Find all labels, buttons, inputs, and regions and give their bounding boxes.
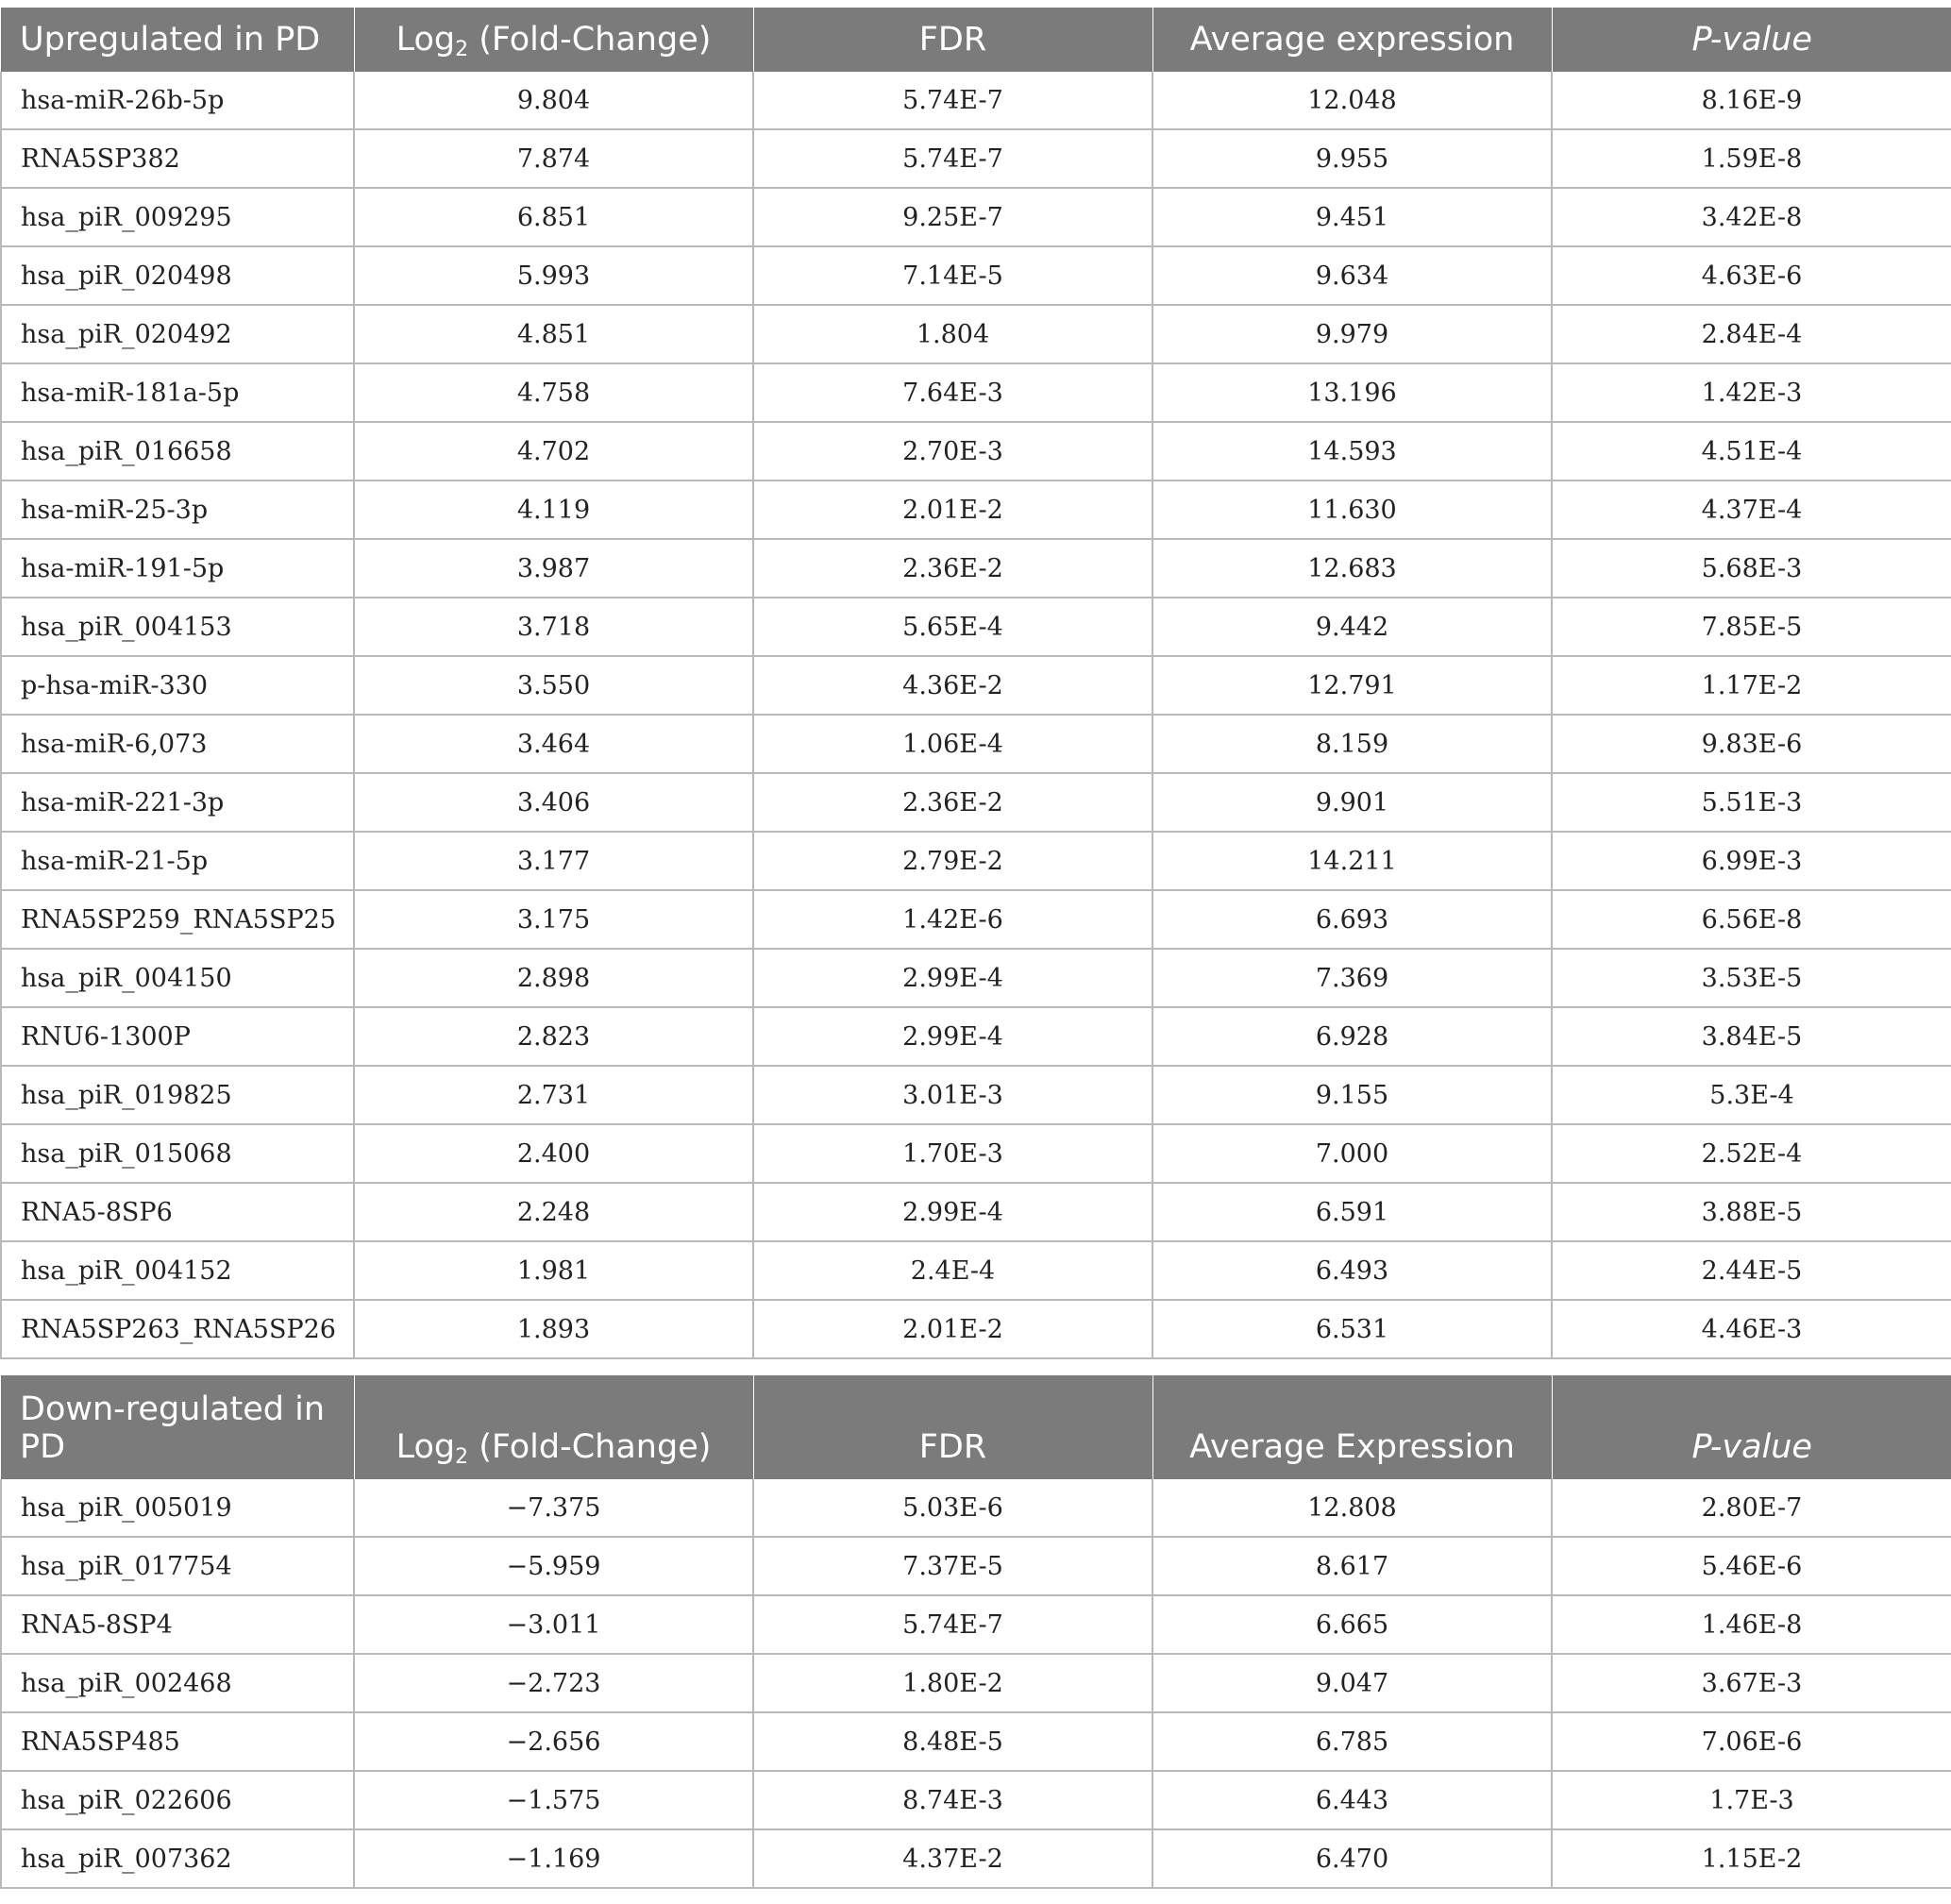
header-log2-prefix: Log [395,1428,456,1466]
table-row [1,1241,1951,1300]
table-row [1,72,1951,129]
cell-log2fc: 9.804 [354,72,753,129]
cell-fdr: 5.74E-7 [753,72,1152,129]
header-log2fc [354,1375,753,1479]
cell-avg: 9.155 [1152,1066,1552,1124]
cell-log2fc: 2.898 [354,949,753,1007]
cell-log2fc: −2.723 [354,1654,753,1712]
cell-pvalue: 5.51E-3 [1552,773,1951,832]
table-row [1,539,1951,598]
cell-pvalue: 5.68E-3 [1552,539,1951,598]
cell-pvalue: 1.46E-8 [1552,1595,1951,1654]
table-row [1,1479,1951,1537]
cell-name: RNU6-1300P [1,1007,354,1066]
cell-name: hsa_piR_004153 [1,598,354,656]
cell-pvalue: 3.67E-3 [1552,1654,1951,1712]
cell-pvalue: 2.52E-4 [1552,1124,1951,1183]
cell-avg: 7.000 [1152,1124,1552,1183]
header-name: Down-regulated in PD [1,1375,354,1479]
cell-name: hsa-miR-26b-5p [1,72,354,129]
table-row [1,598,1951,656]
cell-avg: 6.531 [1152,1300,1552,1358]
cell-log2fc: 1.981 [354,1241,753,1300]
cell-name: hsa-miR-21-5p [1,832,354,890]
cell-pvalue: 3.53E-5 [1552,949,1951,1007]
downregulated-table [0,1375,1951,1889]
table-row [1,890,1951,949]
cell-log2fc: −1.575 [354,1771,753,1829]
upregulated-body [1,72,1951,1358]
cell-fdr: 1.42E-6 [753,890,1152,949]
cell-pvalue: 1.17E-2 [1552,656,1951,715]
cell-log2fc: 2.823 [354,1007,753,1066]
cell-name: hsa_piR_002468 [1,1654,354,1712]
cell-avg: 6.928 [1152,1007,1552,1066]
cell-log2fc: −2.656 [354,1712,753,1771]
cell-name: p-hsa-miR-330 [1,656,354,715]
cell-log2fc: −7.375 [354,1479,753,1537]
cell-avg: 8.159 [1152,715,1552,773]
cell-name: hsa_piR_016658 [1,422,354,480]
cell-avg: 9.451 [1152,188,1552,246]
header-log2fc [354,8,753,72]
cell-avg: 6.493 [1152,1241,1552,1300]
cell-name: hsa_piR_020492 [1,305,354,363]
table-row [1,656,1951,715]
header-row [1,8,1951,72]
cell-name: RNA5SP485 [1,1712,354,1771]
cell-avg: 7.369 [1152,949,1552,1007]
cell-avg: 9.442 [1152,598,1552,656]
cell-fdr: 5.65E-4 [753,598,1152,656]
header-fdr: FDR [753,1375,1152,1479]
cell-name: hsa-miR-221-3p [1,773,354,832]
table-row [1,188,1951,246]
cell-log2fc: 2.731 [354,1066,753,1124]
cell-log2fc: 3.175 [354,890,753,949]
cell-pvalue: 2.44E-5 [1552,1241,1951,1300]
cell-avg: 14.211 [1152,832,1552,890]
cell-name: RNA5-8SP4 [1,1595,354,1654]
cell-avg: 9.901 [1152,773,1552,832]
cell-fdr: 8.48E-5 [753,1712,1152,1771]
cell-name: RNA5SP382 [1,129,354,188]
cell-pvalue: 4.37E-4 [1552,480,1951,539]
header-log2-suffix: (Fold-Change) [468,21,712,59]
cell-fdr: 3.01E-3 [753,1066,1152,1124]
cell-pvalue: 4.63E-6 [1552,246,1951,305]
cell-pvalue: 2.80E-7 [1552,1479,1951,1537]
cell-pvalue: 1.15E-2 [1552,1829,1951,1888]
cell-fdr: 2.36E-2 [753,773,1152,832]
cell-avg: 6.693 [1152,890,1552,949]
table-row [1,1007,1951,1066]
header-fdr: FDR [753,8,1152,72]
cell-name: hsa_piR_004150 [1,949,354,1007]
cell-fdr: 1.70E-3 [753,1124,1152,1183]
cell-fdr: 1.06E-4 [753,715,1152,773]
cell-name: hsa-miR-181a-5p [1,363,354,422]
cell-pvalue: 3.42E-8 [1552,188,1951,246]
cell-pvalue: 6.56E-8 [1552,890,1951,949]
cell-fdr: 2.36E-2 [753,539,1152,598]
cell-avg: 8.617 [1152,1537,1552,1595]
cell-name: hsa-miR-6,073 [1,715,354,773]
cell-fdr: 1.804 [753,305,1152,363]
header-avg: Average Expression [1152,1375,1552,1479]
cell-fdr: 8.74E-3 [753,1771,1152,1829]
cell-fdr: 2.99E-4 [753,949,1152,1007]
cell-pvalue: 8.16E-9 [1552,72,1951,129]
cell-name: hsa_piR_017754 [1,1537,354,1595]
header-pvalue: P-value [1552,1375,1951,1479]
cell-fdr: 2.99E-4 [753,1183,1152,1241]
cell-fdr: 2.01E-2 [753,1300,1152,1358]
cell-avg: 6.443 [1152,1771,1552,1829]
cell-pvalue: 4.46E-3 [1552,1300,1951,1358]
table-row [1,363,1951,422]
cell-log2fc: 4.851 [354,305,753,363]
cell-log2fc: 3.987 [354,539,753,598]
cell-fdr: 4.37E-2 [753,1829,1152,1888]
cell-log2fc: 3.464 [354,715,753,773]
table-row [1,1654,1951,1712]
cell-log2fc: 5.993 [354,246,753,305]
cell-pvalue: 3.84E-5 [1552,1007,1951,1066]
cell-log2fc: 2.400 [354,1124,753,1183]
table-row [1,480,1951,539]
cell-avg: 13.196 [1152,363,1552,422]
cell-avg: 6.665 [1152,1595,1552,1654]
cell-pvalue: 5.3E-4 [1552,1066,1951,1124]
cell-fdr: 7.64E-3 [753,363,1152,422]
downregulated-body [1,1479,1951,1888]
cell-log2fc: −1.169 [354,1829,753,1888]
table-row [1,129,1951,188]
header-pvalue: P-value [1552,8,1951,72]
cell-name: hsa_piR_020498 [1,246,354,305]
header-log2-suffix: (Fold-Change) [468,1428,712,1466]
cell-fdr: 2.70E-3 [753,422,1152,480]
cell-fdr: 2.01E-2 [753,480,1152,539]
cell-fdr: 5.74E-7 [753,1595,1152,1654]
cell-name: hsa_piR_005019 [1,1479,354,1537]
cell-log2fc: 4.119 [354,480,753,539]
cell-name: RNA5SP263_RNA5SP26 [1,1300,354,1358]
cell-name: RNA5-8SP6 [1,1183,354,1241]
cell-avg: 9.047 [1152,1654,1552,1712]
table-row [1,305,1951,363]
table-row [1,949,1951,1007]
cell-avg: 6.785 [1152,1712,1552,1771]
header-avg: Average expression [1152,8,1552,72]
header-log2-sub: 2 [455,38,469,61]
cell-avg: 11.630 [1152,480,1552,539]
cell-fdr: 9.25E-7 [753,188,1152,246]
cell-avg: 9.634 [1152,246,1552,305]
cell-log2fc: 3.177 [354,832,753,890]
cell-log2fc: 7.874 [354,129,753,188]
cell-log2fc: −3.011 [354,1595,753,1654]
table-row [1,1183,1951,1241]
cell-pvalue: 1.59E-8 [1552,129,1951,188]
cell-pvalue: 9.83E-6 [1552,715,1951,773]
cell-fdr: 2.99E-4 [753,1007,1152,1066]
cell-name: hsa_piR_015068 [1,1124,354,1183]
cell-log2fc: 3.550 [354,656,753,715]
cell-log2fc: −5.959 [354,1537,753,1595]
header-name: Upregulated in PD [1,8,354,72]
cell-pvalue: 4.51E-4 [1552,422,1951,480]
cell-log2fc: 1.893 [354,1300,753,1358]
table-row [1,246,1951,305]
cell-pvalue: 7.85E-5 [1552,598,1951,656]
cell-name: hsa_piR_004152 [1,1241,354,1300]
cell-avg: 9.955 [1152,129,1552,188]
cell-fdr: 2.4E-4 [753,1241,1152,1300]
cell-pvalue: 5.46E-6 [1552,1537,1951,1595]
header-log2-prefix: Log [395,21,456,59]
upregulated-table [0,8,1951,1359]
cell-name: hsa_piR_007362 [1,1829,354,1888]
table-row [1,715,1951,773]
cell-pvalue: 7.06E-6 [1552,1712,1951,1771]
cell-name: hsa_piR_022606 [1,1771,354,1829]
cell-fdr: 7.37E-5 [753,1537,1152,1595]
cell-log2fc: 6.851 [354,188,753,246]
cell-name: hsa-miR-25-3p [1,480,354,539]
cell-avg: 6.470 [1152,1829,1552,1888]
cell-avg: 12.791 [1152,656,1552,715]
cell-avg: 12.683 [1152,539,1552,598]
table-row [1,1771,1951,1829]
cell-pvalue: 1.42E-3 [1552,363,1951,422]
cell-name: hsa_piR_019825 [1,1066,354,1124]
cell-log2fc: 3.718 [354,598,753,656]
table-row [1,1300,1951,1358]
cell-avg: 14.593 [1152,422,1552,480]
cell-avg: 12.808 [1152,1479,1552,1537]
table-row [1,1066,1951,1124]
cell-avg: 6.591 [1152,1183,1552,1241]
cell-fdr: 4.36E-2 [753,656,1152,715]
cell-fdr: 5.03E-6 [753,1479,1152,1537]
cell-fdr: 1.80E-2 [753,1654,1152,1712]
cell-fdr: 2.79E-2 [753,832,1152,890]
table-row [1,1537,1951,1595]
cell-avg: 9.979 [1152,305,1552,363]
cell-name: hsa-miR-191-5p [1,539,354,598]
cell-avg: 12.048 [1152,72,1552,129]
table-row [1,832,1951,890]
cell-fdr: 5.74E-7 [753,129,1152,188]
header-log2-sub: 2 [455,1445,469,1469]
cell-pvalue: 1.7E-3 [1552,1771,1951,1829]
cell-pvalue: 3.88E-5 [1552,1183,1951,1241]
table-row [1,1124,1951,1183]
cell-log2fc: 2.248 [354,1183,753,1241]
table-row [1,422,1951,480]
cell-log2fc: 4.758 [354,363,753,422]
table-row [1,1712,1951,1771]
cell-pvalue: 6.99E-3 [1552,832,1951,890]
cell-log2fc: 4.702 [354,422,753,480]
cell-pvalue: 2.84E-4 [1552,305,1951,363]
header-row [1,1375,1951,1479]
table-row [1,773,1951,832]
table-row [1,1829,1951,1888]
table-row [1,1595,1951,1654]
cell-log2fc: 3.406 [354,773,753,832]
cell-name: RNA5SP259_RNA5SP25 [1,890,354,949]
cell-fdr: 7.14E-5 [753,246,1152,305]
cell-name: hsa_piR_009295 [1,188,354,246]
